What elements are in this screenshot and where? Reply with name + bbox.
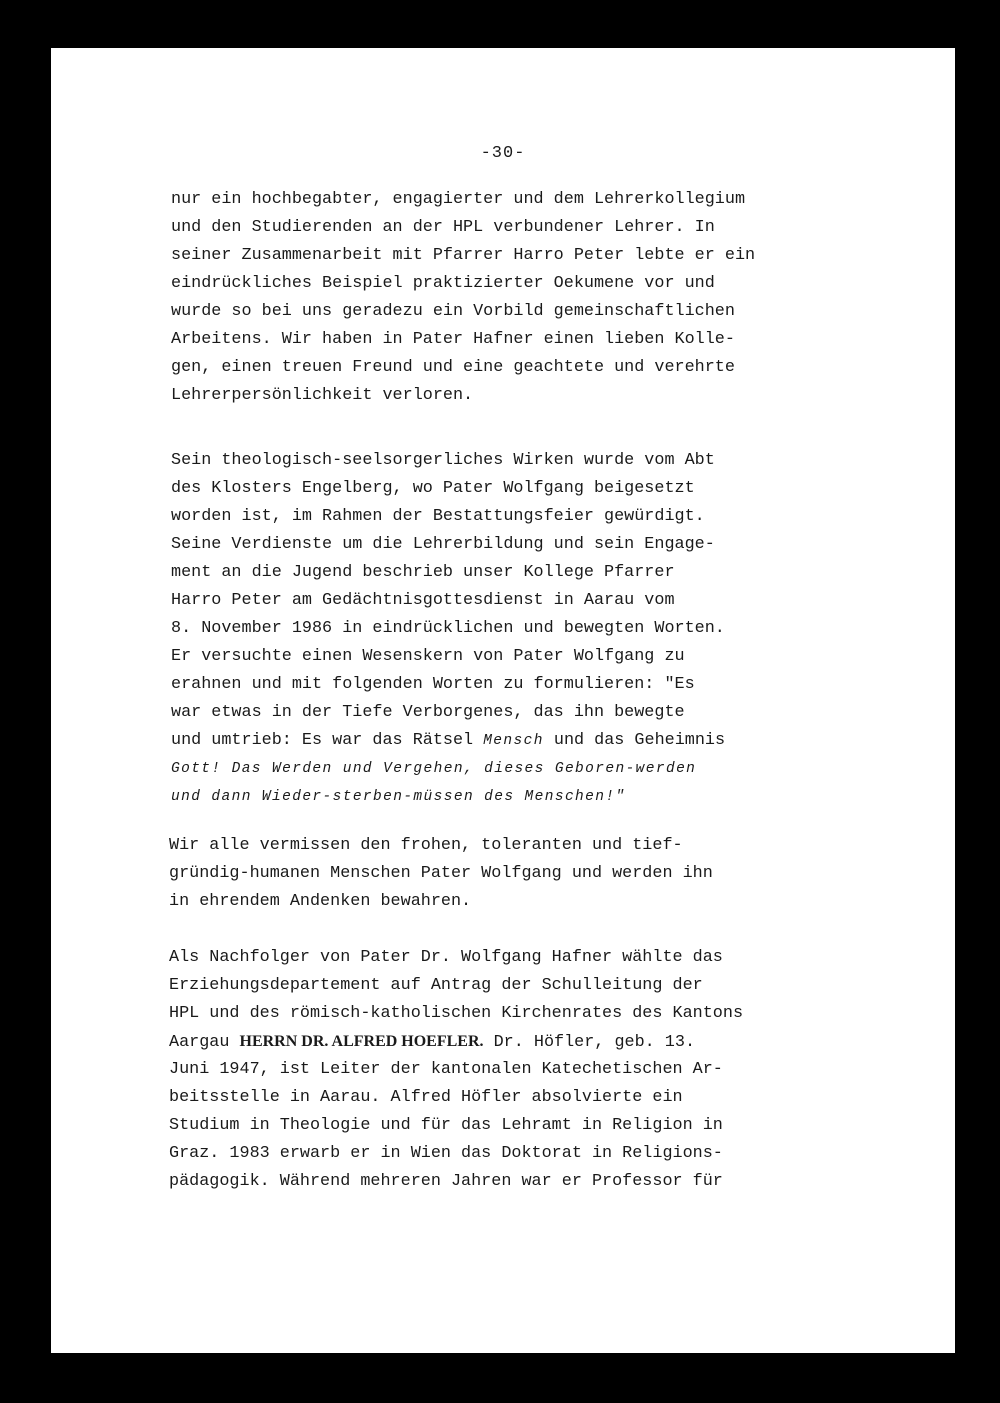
paragraph-1 — [171, 186, 871, 410]
paragraph-2 — [171, 447, 871, 811]
text-line: gründig-humanen Menschen Pater Wolfgang und werden ihn — [169, 864, 713, 883]
text-line: Arbeitens. Wir haben in Pater Hafner einen lieben Kolle- — [171, 330, 735, 349]
text-line: HPL und des römisch-katholischen Kirchenrates des Kantons — [169, 1004, 744, 1023]
italic-quote-line: Gott! Das Werden und Vergehen, dieses Geboren-werden — [171, 761, 697, 777]
text-line: seiner Zusammenarbeit mit Pfarrer Harro Peter lebte er ein — [171, 246, 756, 265]
text-segment: und umtrieb: Es war das Rätsel — [171, 731, 484, 750]
text-line: worden ist, im Rahmen der Bestattungsfeier gewürdigt. — [171, 507, 705, 526]
text-line: war etwas in der Tiefe Verborgenes, das ihn bewegte — [171, 703, 685, 722]
text-line: Er versuchte einen Wesenskern von Pater Wolfgang zu — [171, 647, 685, 666]
text-line: wurde so bei uns geradezu ein Vorbild gemeinschaftlichen — [171, 302, 735, 321]
text-line: gen, einen treuen Freund und eine geachtete und verehrte — [171, 358, 735, 377]
text-line: 8. November 1986 in eindrücklichen und bewegten Worten. — [171, 619, 725, 638]
italic-emphasis: Mensch — [483, 733, 544, 749]
text-segment: Aargau — [169, 1033, 240, 1052]
text-line: und den Studierenden an der HPL verbundener Lehrer. In — [171, 218, 715, 237]
text-line: Juni 1947, ist Leiter der kantonalen Katechetischen Ar- — [169, 1060, 723, 1079]
text-line: beitsstelle in Aarau. Alfred Höfler absolvierte ein — [169, 1088, 683, 1107]
text-line-mixed — [169, 1028, 869, 1056]
text-line: erahnen und mit folgenden Worten zu formulieren: "Es — [171, 675, 695, 694]
text-line: in ehrendem Andenken bewahren. — [169, 892, 472, 911]
text-segment: Dr. Höfler, geb. 13. — [483, 1033, 696, 1052]
bold-name: HERRN DR. ALFRED HOEFLER. — [239, 1033, 484, 1050]
text-line: Wir alle vermissen den frohen, toleranten und tief- — [169, 836, 683, 855]
document-page — [51, 48, 955, 1353]
text-line: pädagogik. Während mehreren Jahren war er Professor für — [169, 1172, 723, 1191]
text-line: eindrückliches Beispiel praktizierter Oekumene vor und — [171, 274, 715, 293]
text-segment: und das Geheimnis — [543, 731, 726, 750]
text-line: Als Nachfolger von Pater Dr. Wolfgang Hafner wählte das — [169, 948, 723, 967]
paragraph-4 — [169, 944, 869, 1196]
text-line: des Klosters Engelberg, wo Pater Wolfgang beigesetzt — [171, 479, 695, 498]
text-line-mixed — [171, 727, 871, 755]
text-line: Sein theologisch-seelsorgerliches Wirken wurde vom Abt — [171, 451, 715, 470]
text-line: Graz. 1983 erwarb er in Wien das Doktorat in Religions- — [169, 1144, 723, 1163]
text-line: Studium in Theologie und für das Lehramt in Religion in — [169, 1116, 723, 1135]
page-number: -30- — [480, 144, 526, 163]
text-line: Seine Verdienste um die Lehrerbildung und sein Engage- — [171, 535, 715, 554]
text-line: ment an die Jugend beschrieb unser Kollege Pfarrer — [171, 563, 675, 582]
text-line: Harro Peter am Gedächtnisgottesdienst in Aarau vom — [171, 591, 675, 610]
text-line: Erziehungsdepartement auf Antrag der Schulleitung der — [169, 976, 703, 995]
text-line: Lehrerpersönlichkeit verloren. — [171, 386, 474, 405]
paragraph-3 — [169, 832, 869, 916]
text-line: nur ein hochbegabter, engagierter und dem Lehrerkollegium — [171, 190, 746, 209]
italic-quote-line: und dann Wieder-sterben-müssen des Menschen!" — [171, 789, 626, 805]
